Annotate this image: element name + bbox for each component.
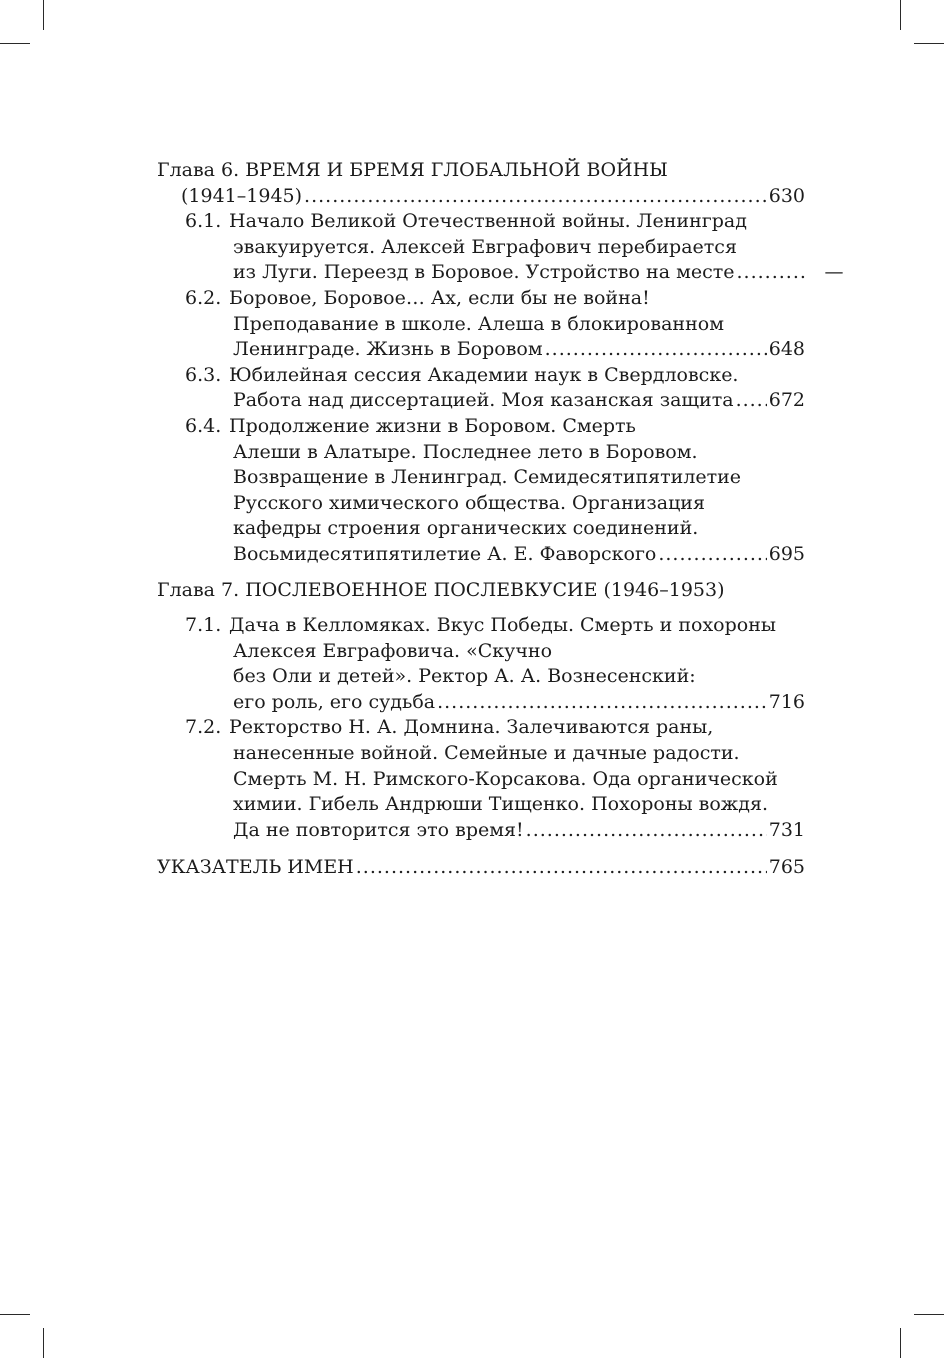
section-line: Алеши в Алатыре. Последнее лето в Боровом.	[233, 440, 698, 463]
leader-dots	[356, 855, 767, 881]
leader-dots	[437, 690, 767, 716]
crop-mark	[914, 1314, 944, 1315]
leader-dots	[304, 184, 767, 210]
section-6-1[interactable]: 6.1. Начало Великой Отечественной войны. Ленинград	[185, 210, 747, 233]
leader-dots	[736, 388, 767, 414]
section-7-2[interactable]: 7.2. Ректорство Н. А. Домнина. Залечиваются раны,	[185, 716, 714, 739]
page-number: 716	[768, 690, 805, 713]
crop-mark	[900, 0, 901, 30]
section-6-4[interactable]: 6.4. Продолжение жизни в Боровом. Смерть	[185, 414, 636, 437]
page-number: —	[824, 261, 844, 284]
table-of-contents	[157, 158, 844, 881]
chapter-6-title[interactable]: Глава 6. ВРЕМЯ И БРЕМЯ ГЛОБАЛЬНОЙ ВОЙНЫ	[157, 159, 668, 181]
section-line: нанесенные войной. Семейные и дачные радости.	[233, 742, 740, 765]
chapter-6-title-cont[interactable]: (1941–1945) ..... 630	[157, 184, 805, 210]
crop-mark	[43, 1328, 44, 1358]
section-line: Возвращение в Ленинград. Семидесятипятилетие	[233, 466, 742, 489]
section-line: кафедры строения органических соединений.	[233, 517, 699, 540]
section-6-2[interactable]: 6.2. Боровое, Боровое… Ах, если бы не война!	[185, 286, 650, 309]
page-number: 765	[768, 856, 805, 879]
page-number: 630	[768, 184, 805, 207]
crop-mark	[900, 1328, 901, 1358]
page-number: 672	[768, 389, 805, 412]
section-line: Преподавание в школе. Алеша в блокированном	[233, 312, 724, 335]
section-line: без Оли и детей». Ректор А. А. Вознесенский:	[233, 665, 696, 688]
page-number: 731	[768, 818, 805, 841]
crop-mark	[914, 43, 944, 44]
leader-dots	[545, 337, 767, 363]
section-line: Смерть М. Н. Римского-Корсакова. Ода органической	[233, 767, 778, 790]
section-6-3[interactable]: 6.3. Юбилейная сессия Академии наук в Свердловске.	[185, 363, 739, 386]
section-7-1[interactable]: 7.1. Дача в Келломяках. Вкус Победы. Смерть и похороны	[185, 614, 776, 637]
section-line: Ленинграде. Жизнь в Боровом ..... 648	[157, 337, 805, 363]
leader-dots	[526, 818, 767, 844]
section-line: химии. Гибель Андрюши Тищенко. Похороны вождя.	[233, 793, 768, 816]
section-line: из Луги. Переезд в Боровое. Устройство на месте ..... —	[157, 260, 805, 286]
section-line: Алексея Евграфовича. «Скучно	[233, 639, 553, 662]
section-line: эвакуируется. Алексей Евграфович перебирается	[233, 235, 737, 258]
page-number: 695	[768, 542, 805, 565]
crop-mark	[0, 43, 30, 44]
page-number: 648	[768, 338, 805, 361]
section-line: Восьмидесятипятилетие А. Е. Фаворского ..... 695	[157, 542, 805, 568]
index-entry[interactable]: УКАЗАТЕЛЬ ИМЕН ..... 765	[157, 855, 805, 881]
leader-dots	[658, 542, 766, 568]
section-line: Да не повторится это время! ..... 731	[157, 818, 805, 844]
leader-dots	[737, 260, 807, 286]
section-line: Русского химического общества. Организация	[233, 491, 705, 514]
crop-mark	[43, 0, 44, 30]
crop-mark	[0, 1314, 30, 1315]
section-line: Работа над диссертацией. Моя казанская защита ..... 672	[157, 388, 805, 414]
chapter-7-title[interactable]: Глава 7. ПОСЛЕВОЕННОЕ ПОСЛЕВКУСИЕ (1946–1953)	[157, 578, 725, 601]
section-line: его роль, его судьба ..... 716	[157, 690, 805, 716]
